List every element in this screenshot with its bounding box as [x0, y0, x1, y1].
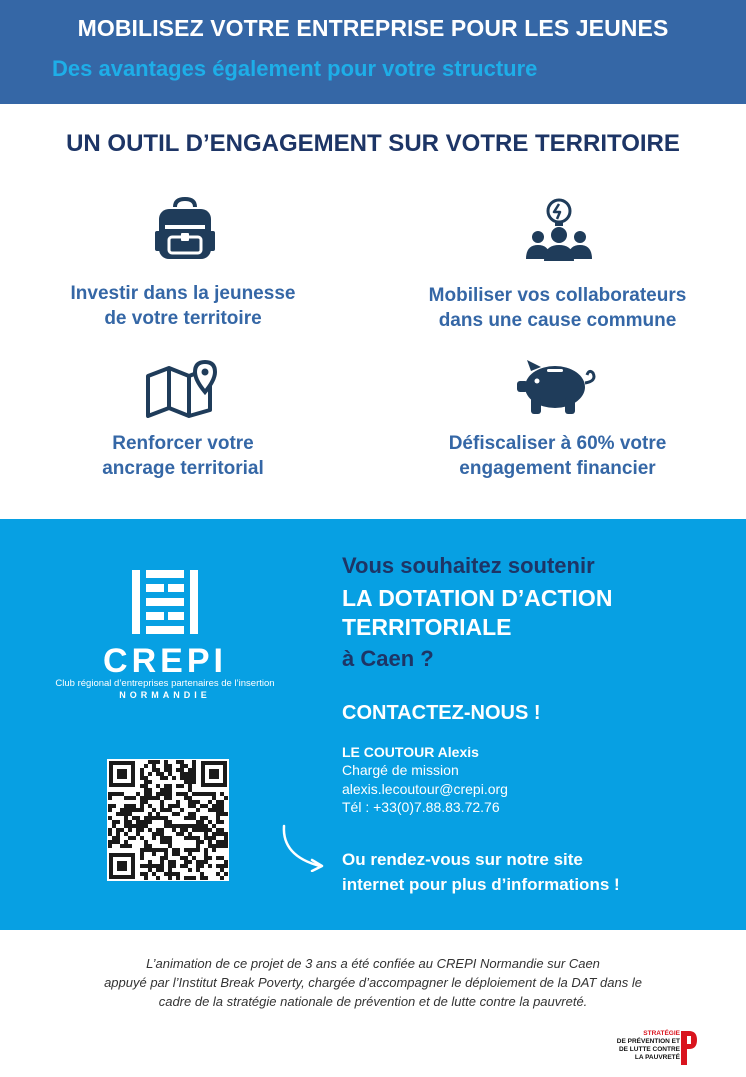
header-subtitle: Des avantages également pour votre structure: [52, 56, 538, 81]
benefit-tax-deduction: Défiscaliser à 60% votre engagement financier: [448, 433, 667, 479]
contact-role: Chargé de mission: [342, 762, 459, 778]
team-idea-icon: [524, 197, 594, 263]
contact-email[interactable]: alexis.lecoutour@crepi.org: [342, 781, 508, 797]
benefit-mobilize-employees: Mobiliser vos collaborateurs dans une cause commune: [428, 285, 687, 331]
strategy-p-icon: [680, 1030, 698, 1066]
crepi-logo-icon: [130, 566, 202, 638]
contact-name: LE COUTOUR Alexis: [342, 744, 479, 760]
piggy-bank-icon: [517, 357, 601, 415]
contact-phone[interactable]: Tél : +33(0)7.88.83.72.76: [342, 799, 500, 815]
crepi-region: NORMANDIE: [119, 690, 211, 700]
footer-text: L’animation de ce projet de 3 ans a été confiée au CREPI Normandie sur Caen appuyé par l’Institut Break Poverty, chargée d’accompagner le déploiement de la DAT dans le cadre de la stratégie nationale de prévention et de lutte contre la pauvreté.: [104, 956, 642, 1009]
strategy-logo: STRATÉGIE DE PRÉVENTION ET DE LUTTE CONTRE LA PAUVRETÉ: [588, 1030, 698, 1066]
benefit-territorial-anchor: Renforcer votre ancrage territorial: [102, 433, 264, 479]
contact-title: CONTACTEZ-NOUS !: [342, 702, 541, 724]
section-title: UN OUTIL D’ENGAGEMENT SUR VOTRE TERRITOIRE: [66, 130, 680, 157]
map-pin-icon: [145, 360, 223, 418]
backpack-icon: [155, 197, 215, 261]
qr-code-icon[interactable]: [107, 759, 229, 881]
header-title: MOBILISEZ VOTRE ENTREPRISE POUR LES JEUNES: [77, 15, 669, 41]
support-program-title: LA DOTATION D’ACTION TERRITORIALE: [342, 585, 613, 640]
crepi-name: CREPI: [103, 642, 227, 680]
support-city: à Caen ?: [342, 646, 434, 671]
curved-arrow-icon: [278, 822, 330, 872]
crepi-subtitle: Club régional d’entreprises partenaires de l’insertion: [55, 678, 275, 689]
benefit-invest-youth: Investir dans la jeunesse de votre territoire: [70, 283, 296, 329]
website-link[interactable]: Ou rendez-vous sur notre site internet pour plus d’informations !: [342, 850, 620, 894]
support-intro: Vous souhaitez soutenir: [342, 553, 595, 578]
header-banner: [0, 0, 746, 104]
